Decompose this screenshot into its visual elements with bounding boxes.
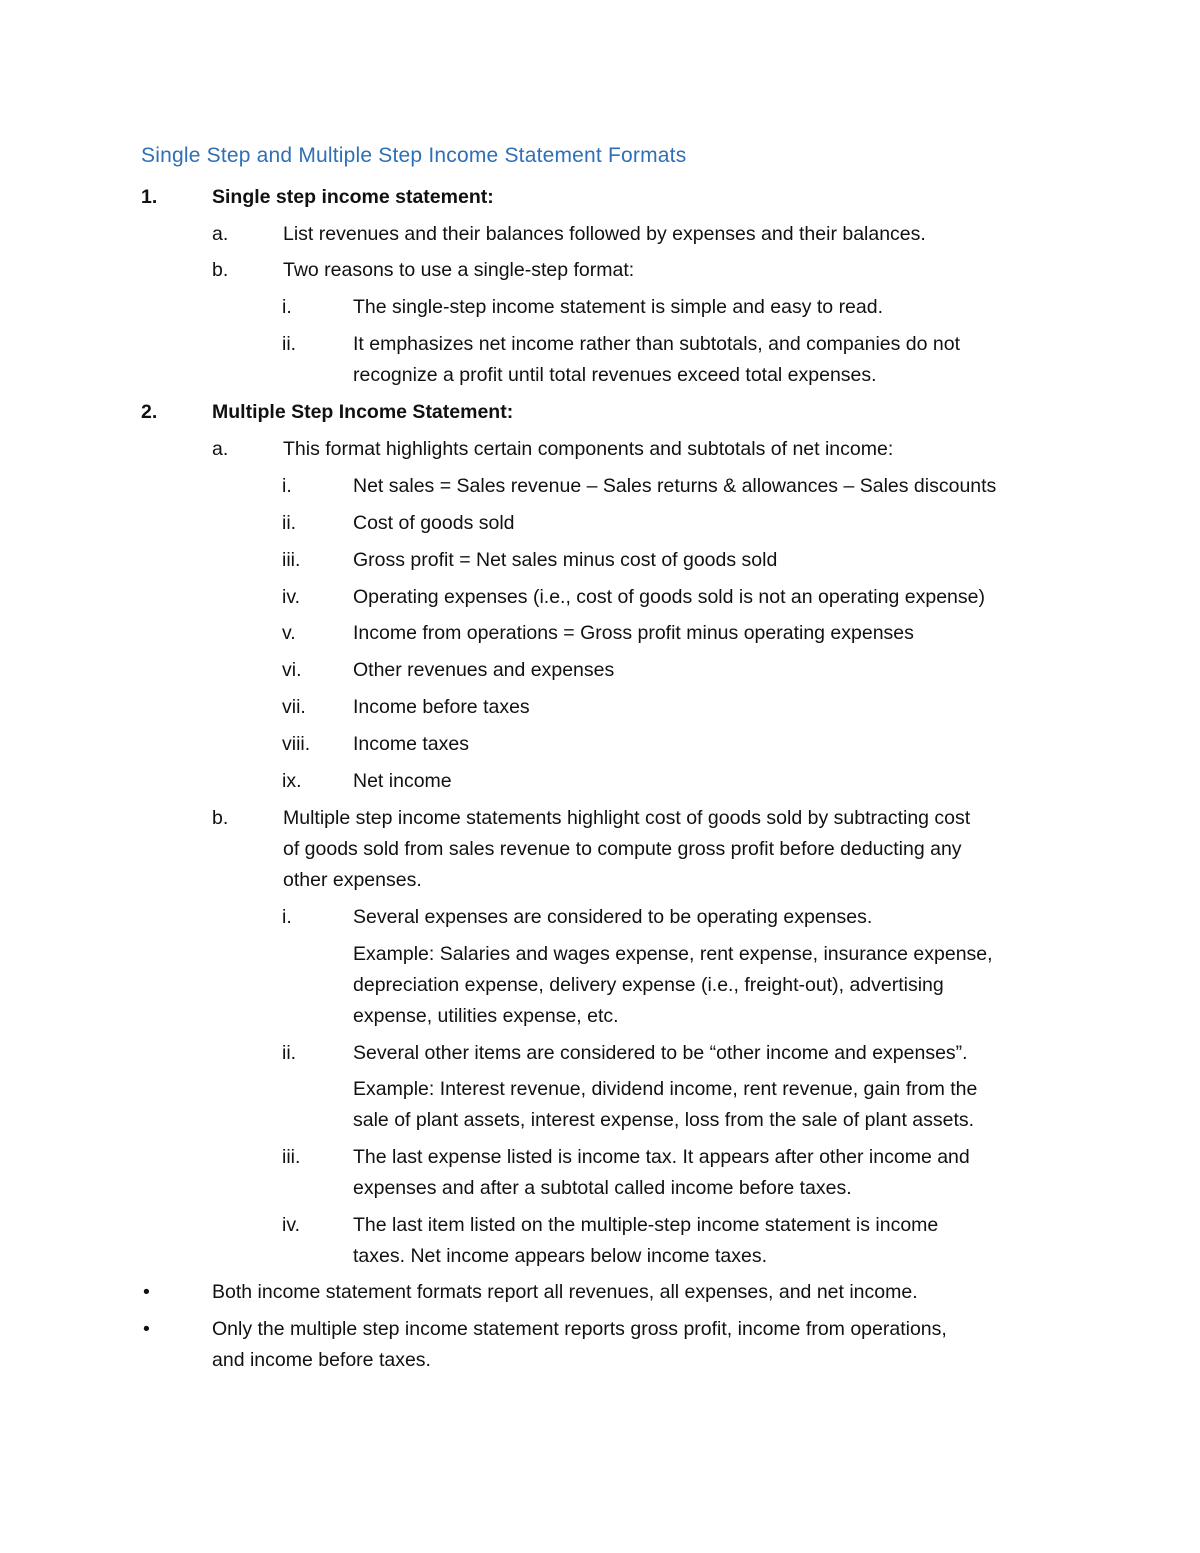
example-text: depreciation expense, delivery expense (i.e., freight-out), advertising [353,974,944,996]
list-marker: b. [212,259,229,281]
list-marker: 2. [141,401,158,423]
list-marker: a. [212,438,229,460]
list-marker: vii. [282,696,306,718]
list-marker: ii. [282,1042,297,1064]
list-item: Net income [353,770,452,792]
list-item: Income from operations = Gross profit minus operating expenses [353,622,914,644]
document-title: Single Step and Multiple Step Income Statement Formats [141,144,687,167]
list-marker: i. [282,906,292,928]
list-item: Two reasons to use a single-step format: [283,259,635,281]
list-item: Operating expenses (i.e., cost of goods sold is not an operating expense) [353,586,985,608]
list-marker: ix. [282,770,302,792]
example-text: Example: Interest revenue, dividend income, rent revenue, gain from the [353,1078,978,1100]
list-item: Income taxes [353,733,469,755]
list-marker: v. [282,622,296,644]
list-marker: iii. [282,549,301,571]
list-marker: ii. [282,512,297,534]
list-item: The last expense listed is income tax. It appears after other income and [353,1146,970,1168]
list-item-continuation: of goods sold from sales revenue to compute gross profit before deducting any [283,838,962,860]
list-item: The single-step income statement is simple and easy to read. [353,296,884,318]
list-item: It emphasizes net income rather than subtotals, and companies do not [353,333,961,355]
list-marker: viii. [282,733,311,755]
list-marker: vi. [282,659,302,681]
example-text: sale of plant assets, interest expense, loss from the sale of plant assets. [353,1109,975,1131]
section-heading-single-step: Single step income statement: [212,186,494,208]
list-marker: i. [282,296,292,318]
list-marker: 1. [141,186,158,208]
list-item-continuation: expenses and after a subtotal called income before taxes. [353,1177,852,1199]
bullet-item: Only the multiple step income statement reports gross profit, income from operations, [212,1318,947,1340]
list-marker: iii. [282,1146,301,1168]
bullet-marker: • [143,1281,150,1303]
list-item: Gross profit = Net sales minus cost of goods sold [353,549,778,571]
list-item: Income before taxes [353,696,530,718]
list-marker: ii. [282,333,297,355]
list-item-continuation: taxes. Net income appears below income taxes. [353,1245,768,1267]
list-item: Cost of goods sold [353,512,515,534]
bullet-marker: • [143,1318,150,1340]
bullet-item: Both income statement formats report all revenues, all expenses, and net income. [212,1281,918,1303]
list-marker: iv. [282,586,301,608]
list-item-continuation: other expenses. [283,869,422,891]
list-marker: a. [212,223,229,245]
example-text: expense, utilities expense, etc. [353,1005,619,1027]
bullet-item-continuation: and income before taxes. [212,1349,431,1371]
list-item: The last item listed on the multiple-step income statement is income [353,1214,939,1236]
list-item: Multiple step income statements highlight cost of goods sold by subtracting cost [283,807,971,829]
list-marker: iv. [282,1214,301,1236]
section-heading-multiple-step: Multiple Step Income Statement: [212,401,514,423]
list-marker: i. [282,475,292,497]
list-item: Several expenses are considered to be operating expenses. [353,906,873,928]
list-item: Other revenues and expenses [353,659,615,681]
example-text: Example: Salaries and wages expense, rent expense, insurance expense, [353,943,993,965]
list-item: Net sales = Sales revenue – Sales returns & allowances – Sales discounts [353,475,997,497]
list-item-continuation: recognize a profit until total revenues exceed total expenses. [353,364,877,386]
list-item: This format highlights certain components and subtotals of net income: [283,438,894,460]
list-item: List revenues and their balances followed by expenses and their balances. [283,223,926,245]
list-item: Several other items are considered to be “other income and expenses”. [353,1042,968,1064]
list-marker: b. [212,807,229,829]
